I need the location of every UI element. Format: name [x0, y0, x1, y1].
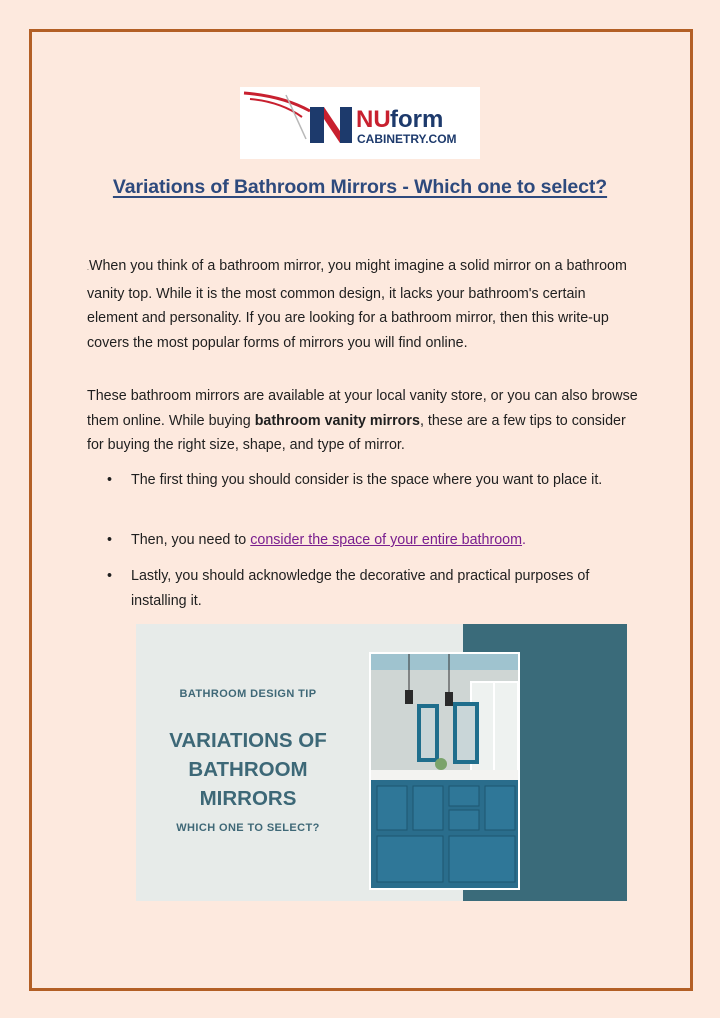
banner-subtitle: WHICH ONE TO SELECT? [176, 822, 320, 834]
bullet-icon: • [107, 472, 113, 488]
tips-text-before: These bathroom mirrors are available at your local vanity store, or you can also browse them online. While buying [87, 388, 638, 429]
page-title [0, 176, 720, 199]
logo-nu: NU [356, 106, 391, 133]
bullet-text: The first thing you should consider is the space where you want to place it. [131, 472, 603, 488]
list-item [87, 528, 639, 553]
link-period: . [522, 532, 527, 548]
page-title-text: Variations of Bathroom Mirrors - Which one to select? [112, 176, 608, 198]
banner-heading-line: VARIATIONS OF [169, 729, 327, 752]
bullet-list [87, 528, 639, 553]
bullet-text: Then, you need to [131, 532, 251, 548]
paragraph-marker: . [87, 265, 89, 272]
banner-tip: BATHROOM DESIGN TIP [179, 688, 317, 700]
banner-image [136, 624, 627, 901]
list-item [87, 564, 639, 613]
list-item [87, 468, 639, 493]
bullet-icon: • [107, 532, 113, 548]
logo-domain: CABINETRY.COM [357, 132, 457, 146]
tips-text-after: , these are a few tips to consider for buying the right size, shape, and type of mirror. [87, 412, 626, 453]
bullet-list [87, 564, 639, 613]
intro-text: When you think of a bathroom mirror, you might imagine a solid mirror on a bathroom vanity top. While it is the most common design, it lacks your bathroom's certain element and personality. If you are looking for a bathroom mirror, then this write-up covers the most popular forms of mirrors you will find online. [87, 258, 627, 351]
bold-keyword: bathroom vanity mirrors [254, 412, 420, 429]
space-link[interactable]: consider the space of your entire bathroom [250, 532, 523, 548]
banner-heading-line: BATHROOM [188, 758, 308, 781]
tips-paragraph [87, 384, 639, 458]
intro-paragraph [87, 254, 639, 355]
banner-heading-line: MIRRORS [199, 787, 297, 810]
bathroom-photo [369, 652, 520, 890]
banner-heading [136, 726, 360, 813]
nuform-logo [240, 87, 480, 159]
bullet-text: Lastly, you should acknowledge the decorative and practical purposes of installing it. [131, 568, 590, 609]
logo-form: form [390, 106, 444, 133]
bullet-icon: • [107, 568, 113, 584]
bullet-list [87, 468, 639, 493]
